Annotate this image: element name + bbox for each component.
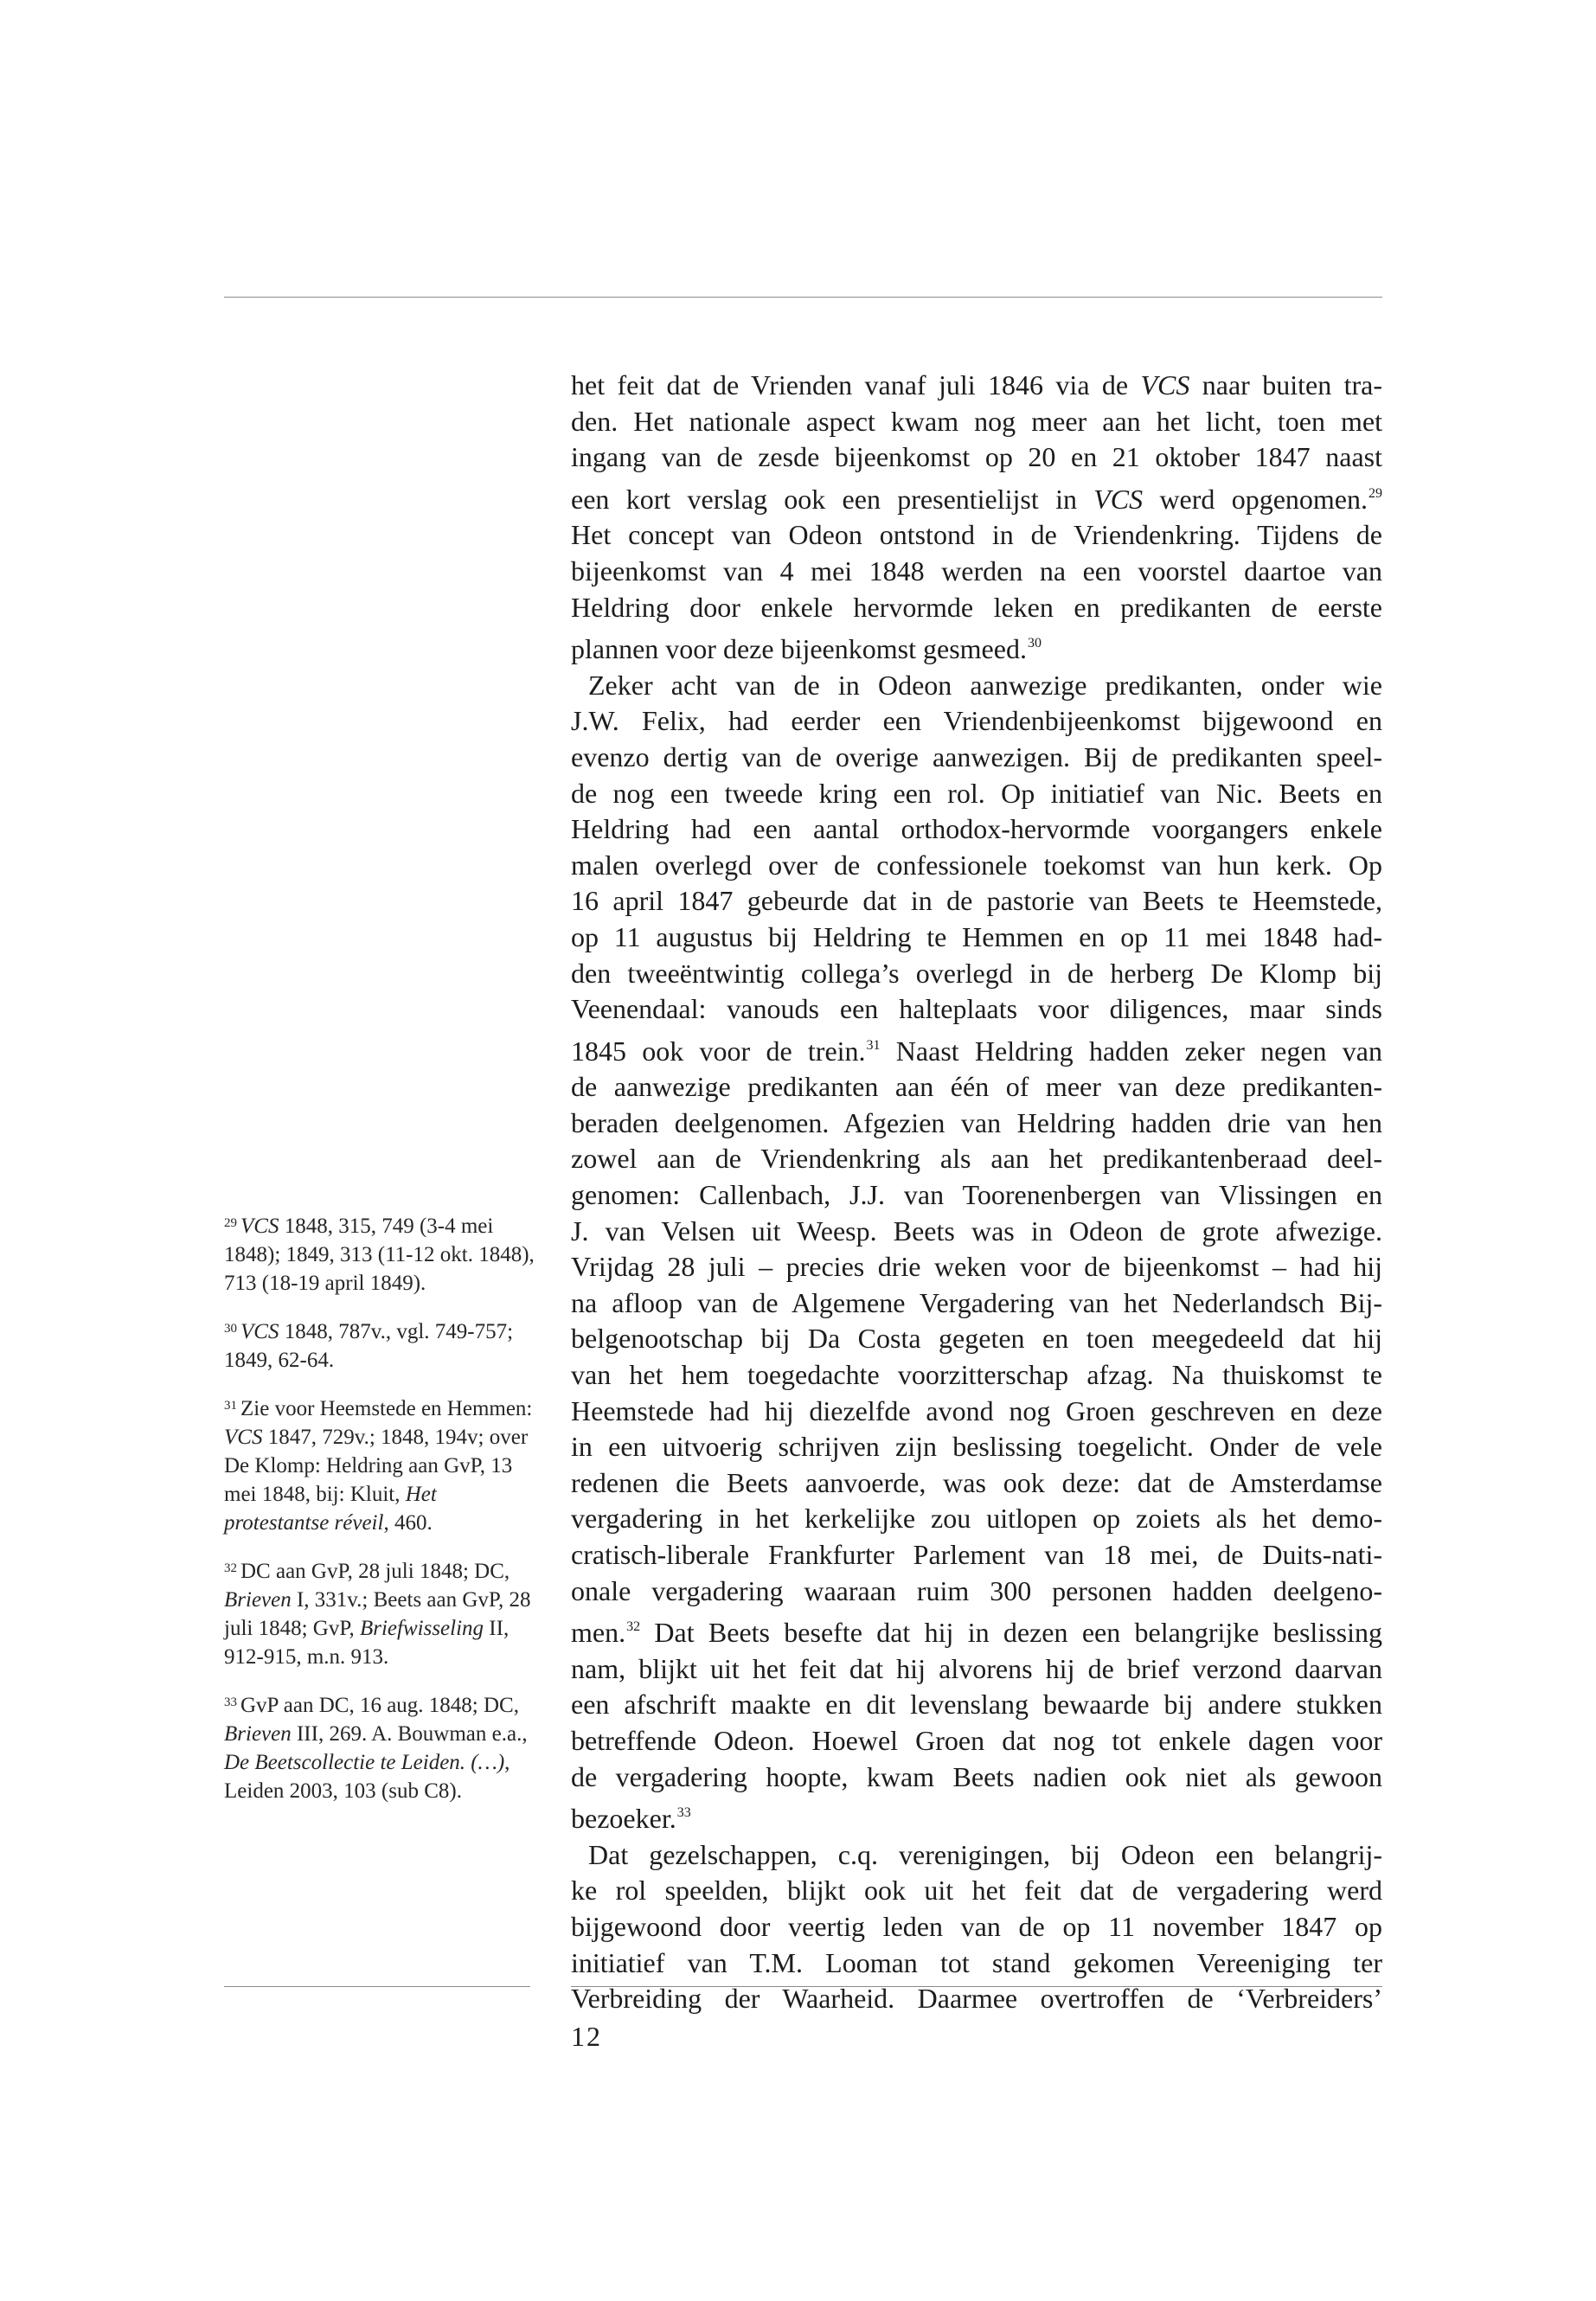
- text-run: 1848, 315, 749 (3-4 mei 1848); 1849, 313 (11-12 okt. 1848), 713 (18-19 april 1849).: [224, 1215, 535, 1295]
- text-line: [571, 1465, 1382, 1502]
- text-run: GvP aan DC, 16 aug. 1848; DC,: [240, 1694, 519, 1717]
- text-run: Vrijdag 28 juli – precies drie weken voor de bijeenkomst – had hij: [571, 1251, 1382, 1283]
- text-line: [571, 439, 1382, 476]
- footnotes-bottom-rule: [224, 1986, 530, 1987]
- text-line: [571, 590, 1382, 626]
- text-run: redenen die Beets aanvoerde, was ook deze: dat de Amsterdamse: [571, 1466, 1382, 1498]
- text-run: Heemstede had hij diezelfde avond nog Groen geschreven en deze: [571, 1394, 1382, 1426]
- footnotes-column: [224, 1209, 535, 1823]
- text-line: [571, 956, 1382, 992]
- text-line: [571, 1537, 1382, 1574]
- text-run: 1845 ook voor de trein.: [571, 1035, 866, 1067]
- text-line: [571, 1687, 1382, 1723]
- footnote-number: 31: [224, 1399, 237, 1413]
- text-run: J.W. Felix, had eerder een Vriendenbijeenkomst bijgewoond en: [571, 705, 1382, 737]
- text-run: II, 912-915, m.n. 913.: [224, 1617, 510, 1669]
- text-run: Heldring door enkele hervormde leken en predikanten de eerste: [571, 591, 1382, 623]
- text-line: [571, 1028, 1382, 1070]
- text-run: van het hem toegedachte voorzitterschap afzag. Na thuiskomst te: [571, 1359, 1382, 1391]
- text-line: [571, 476, 1382, 518]
- text-run: onale vergadering waaraan ruim 300 personen hadden deelgeno-: [571, 1574, 1382, 1606]
- text-run: Naast Heldring hadden zeker negen van: [880, 1035, 1383, 1067]
- italic-text: VCS: [240, 1215, 279, 1238]
- italic-text: Brieven: [224, 1722, 292, 1746]
- italic-text: VCS: [1140, 369, 1190, 401]
- text-run: de vergadering hoopte, kwam Beets nadien ook niet als gewoon: [571, 1760, 1382, 1792]
- text-run: bijeenkomst van 4 mei 1848 werden na een voorstel daartoe van: [571, 554, 1382, 586]
- footnote-32: [224, 1554, 535, 1671]
- text-run: na afloop van de Algemene Vergadering van het Nederlandsch Bij-: [571, 1286, 1382, 1318]
- italic-text: Het protestantse réveil: [224, 1483, 437, 1535]
- text-line: [571, 703, 1382, 740]
- text-line: [571, 920, 1382, 956]
- text-run: Veenendaal: vanouds een halteplaats voor diligences, maar sinds: [571, 993, 1382, 1025]
- footnote-31: [224, 1392, 535, 1537]
- text-line: [571, 1394, 1382, 1430]
- paragraph: [571, 668, 1382, 1837]
- footnote-30: [224, 1315, 535, 1375]
- page-number: 12: [571, 2021, 602, 2052]
- text-run: naar buiten tra-: [1189, 369, 1383, 401]
- italic-text: VCS: [1093, 483, 1144, 515]
- text-run: malen overlegd over de confessionele toekomst van hun kerk. Op: [571, 849, 1382, 881]
- italic-text: Brieven: [224, 1588, 292, 1612]
- text-run: de aanwezige predikanten aan één of meer van deze predikanten-: [571, 1071, 1382, 1103]
- text-run: een afschrift maakte en dit levenslang bewaarde bij andere stukken: [571, 1689, 1382, 1721]
- paragraph: [571, 1837, 1382, 2017]
- text-run: Zeker acht van de in Odeon aanwezige predikanten, onder wie: [588, 669, 1382, 701]
- text-line: [571, 1106, 1382, 1142]
- main-bottom-rule: [571, 1986, 1382, 1987]
- text-line: [571, 776, 1382, 812]
- text-run: belgenootschap bij Da Costa gegeten en toen meegedeeld dat hij: [571, 1323, 1382, 1355]
- footnote-reference: 32: [626, 1619, 641, 1635]
- text-line: [571, 625, 1382, 668]
- text-line: [571, 404, 1382, 440]
- text-run: den tweeëntwintig collega’s overlegd in de herberg De Klomp bij: [571, 957, 1382, 989]
- text-run: ke rol speelden, blijkt ook uit het feit dat de vergadering werd: [571, 1875, 1382, 1907]
- footnote-29: [224, 1209, 535, 1298]
- text-line: [571, 811, 1382, 848]
- text-line: [571, 1651, 1382, 1688]
- text-line: [571, 1214, 1382, 1250]
- text-run: Heldring had een aantal orthodox-hervormde voorgangers enkele: [571, 813, 1382, 845]
- text-run: cratisch-liberale Frankfurter Parlement van 18 mei, de Duits-nati-: [571, 1539, 1382, 1570]
- text-line: [571, 554, 1382, 590]
- text-run: bezoeker.: [571, 1803, 676, 1835]
- text-run: Zie voor Heemstede en Hemmen:: [240, 1397, 533, 1420]
- footnote-number: 29: [224, 1216, 237, 1230]
- text-run: beraden deelgenomen. Afgezien van Heldring hadden drie van hen: [571, 1106, 1382, 1138]
- text-run: ingang van de zesde bijeenkomst op 20 en 21 oktober 1847 naast: [571, 441, 1382, 473]
- text-line: [571, 368, 1382, 404]
- text-run: het feit dat de Vrienden vanaf juli 1846 via de: [571, 369, 1141, 401]
- text-run: Het concept van Odeon ontstond in de Vriendenkring. Tijdens de: [571, 519, 1382, 551]
- text-line: [571, 1795, 1382, 1837]
- text-line: [571, 1945, 1382, 1982]
- text-run: Verbreiding der Waarheid. Daarmee overtroffen de ‘Verbreiders’: [571, 1983, 1382, 2015]
- text-line: [571, 1574, 1382, 1610]
- text-run: , 460.: [383, 1511, 433, 1535]
- footnote-reference: 30: [1027, 636, 1042, 651]
- top-rule: [224, 297, 1382, 298]
- text-line: [571, 1357, 1382, 1394]
- paragraph: [571, 368, 1382, 668]
- text-run: I, 331v.; Beets aan GvP, 28 juli 1848; GvP,: [224, 1588, 531, 1640]
- text-line: [571, 1321, 1382, 1357]
- text-line: [571, 991, 1382, 1028]
- text-run: zowel aan de Vriendenkring als aan het predikantenberaad deel-: [571, 1143, 1382, 1175]
- main-text-column: [571, 368, 1382, 2017]
- text-run: den. Het nationale aspect kwam nog meer aan het licht, toen met: [571, 405, 1382, 437]
- text-run: bijgewoond door veertig leden van de op 11 november 1847 op: [571, 1910, 1382, 1942]
- text-run: J. van Velsen uit Weesp. Beets was in Odeon de grote afwezige.: [571, 1215, 1382, 1247]
- text-run: de nog een tweede kring een rol. Op initiatief van Nic. Beets en: [571, 777, 1382, 809]
- text-line: [571, 668, 1382, 704]
- text-run: Dat gezelschappen, c.q. verenigingen, bij Odeon een belangrij-: [588, 1838, 1382, 1870]
- text-line: [571, 1609, 1382, 1651]
- text-line: [571, 1069, 1382, 1106]
- text-line: [571, 1285, 1382, 1322]
- text-line: [571, 517, 1382, 554]
- text-line: [571, 1909, 1382, 1945]
- text-line: [571, 1723, 1382, 1759]
- footnote-reference: 33: [676, 1805, 691, 1821]
- italic-text: De Beetscollectie te Leiden. (…): [224, 1751, 505, 1774]
- text-run: initiatief van T.M. Looman tot stand gekomen Vereeniging ter: [571, 1946, 1382, 1978]
- text-run: plannen voor deze bijeenkomst gesmeed.: [571, 633, 1027, 665]
- text-run: DC aan GvP, 28 juli 1848; DC,: [240, 1560, 510, 1583]
- text-line: [571, 1177, 1382, 1214]
- footnote-number: 32: [224, 1561, 237, 1575]
- text-run: 1848, 787v., vgl. 749-757; 1849, 62-64.: [224, 1320, 514, 1372]
- text-line: [571, 1759, 1382, 1796]
- text-line: [571, 1141, 1382, 1177]
- text-run: betreffende Odeon. Hoewel Groen dat nog tot enkele dagen voor: [571, 1724, 1382, 1756]
- text-line: [571, 1837, 1382, 1874]
- footnote-reference: 31: [866, 1037, 881, 1053]
- text-line: [571, 1249, 1382, 1285]
- footnote-33: [224, 1689, 535, 1805]
- italic-text: Briefwisseling: [359, 1617, 484, 1640]
- text-line: [571, 1429, 1382, 1465]
- text-run: nam, blijkt uit het feit dat hij alvorens hij de brief verzond daarvan: [571, 1652, 1382, 1684]
- text-run: 16 april 1847 gebeurde dat in de pastorie van Beets te Heemstede,: [571, 885, 1382, 917]
- text-run: evenzo dertig van de overige aanwezigen. Bij de predikanten speel-: [571, 740, 1382, 772]
- text-run: vergadering in het kerkelijke zou uitlopen op zoiets als het demo-: [571, 1503, 1382, 1535]
- footnote-number: 33: [224, 1695, 237, 1709]
- footnote-number: 30: [224, 1322, 237, 1336]
- text-line: [571, 740, 1382, 776]
- text-line: [571, 1501, 1382, 1537]
- text-run: 1847, 729v.; 1848, 194v; over De Klomp: Heldring aan GvP, 13 mei 1848, bij: Kluit,: [224, 1426, 529, 1506]
- text-run: een kort verslag ook een presentielijst in: [571, 483, 1094, 515]
- text-run: Dat Beets besefte dat hij in dezen een belangrijke beslissing: [640, 1617, 1382, 1649]
- footnote-reference: 29: [1368, 485, 1382, 501]
- text-run: , Leiden 2003, 103 (sub C8).: [224, 1751, 510, 1803]
- text-line: [571, 1873, 1382, 1909]
- text-run: men.: [571, 1617, 626, 1649]
- text-line: [571, 883, 1382, 920]
- text-run: in een uitvoerig schrijven zijn beslissing toegelicht. Onder de vele: [571, 1431, 1382, 1463]
- text-run: III, 269. A. Bouwman e.a.,: [291, 1722, 528, 1746]
- text-line: [571, 848, 1382, 884]
- text-run: werd opgenomen.: [1143, 483, 1368, 515]
- italic-text: VCS: [224, 1426, 263, 1449]
- text-run: genomen: Callenbach, J.J. van Toorenenbergen van Vlissingen en: [571, 1179, 1382, 1211]
- italic-text: VCS: [240, 1320, 279, 1343]
- text-run: op 11 augustus bij Heldring te Hemmen en op 11 mei 1848 had-: [571, 920, 1382, 952]
